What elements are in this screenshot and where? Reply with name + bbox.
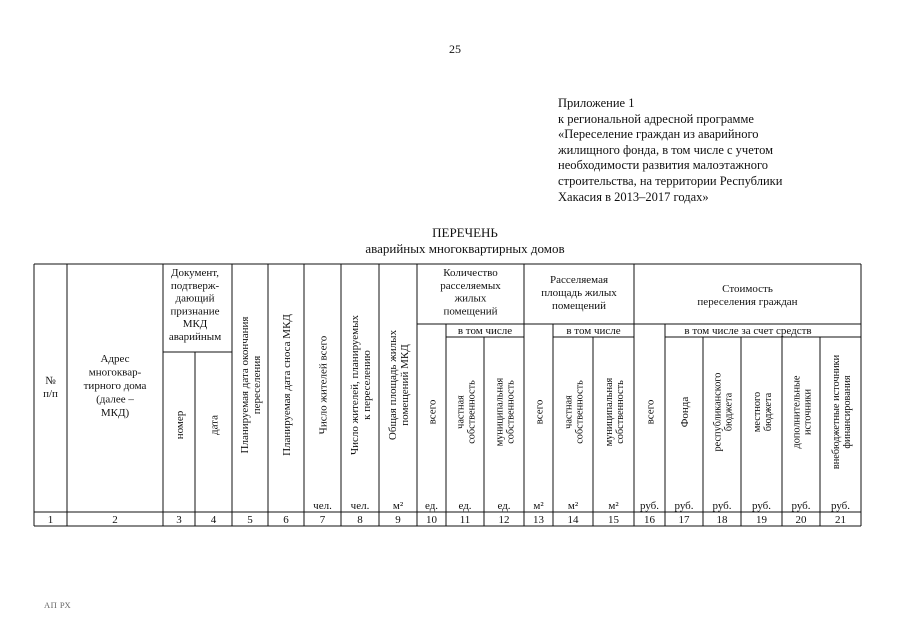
column-number: 15 <box>608 514 619 526</box>
appendix-line: к региональной адресной программе <box>558 111 754 126</box>
column-number: 14 <box>567 514 579 526</box>
total-area-header: помещений МКД <box>399 344 411 426</box>
column-number: 18 <box>716 514 728 526</box>
rooms-total-header: всего <box>426 399 439 425</box>
area-group-header: помещений <box>551 300 607 312</box>
column-number: 13 <box>533 514 544 526</box>
doc-number-header: номер <box>174 410 186 440</box>
unit-label: м² <box>608 500 619 512</box>
rooms-group-header: жилых <box>454 292 487 305</box>
cost-extra-budget-header: финансирования <box>842 375 853 449</box>
rooms-group-header: помещений <box>443 305 498 318</box>
cost-republic-header: республиканского <box>712 372 724 452</box>
planned-resettlement-header: Планируемая дата окончания <box>239 316 251 454</box>
area-group-header: площадь жилых <box>541 287 617 299</box>
appendix-line: Хакасия в 2013–2017 годах» <box>558 189 709 204</box>
rooms-municipal-header: собственность <box>505 380 517 444</box>
col-address-header: многоквар- <box>88 366 142 379</box>
title-subtitle: аварийных многоквартирных домов <box>365 241 565 256</box>
residents-planned-header: Число жителей, планируемых <box>349 314 361 456</box>
rooms-municipal-header: муниципальная <box>494 377 506 447</box>
col-address-header: МКД) <box>100 407 130 419</box>
cost-local-header: бюджета <box>763 392 774 432</box>
cost-fund-header: Фонда <box>679 396 691 428</box>
col-address-header: тирного дома <box>83 380 147 392</box>
column-number: 6 <box>283 514 289 526</box>
residents-total-header: Число жителей всего <box>317 335 330 435</box>
column-number: 21 <box>835 514 846 526</box>
planned-resettlement-header: переселения <box>251 355 263 415</box>
column-number: 10 <box>426 514 437 526</box>
appendix-line: жилищного фонда, в том числе с учетом <box>558 142 773 157</box>
column-number: 1 <box>47 514 54 526</box>
area-municipal-header: муниципальная <box>604 377 615 447</box>
title-main: ПЕРЕЧЕНЬ <box>432 225 498 240</box>
doc-date-header: дата <box>208 414 221 436</box>
cost-local-header: местного <box>752 391 763 433</box>
column-number: 16 <box>644 514 655 526</box>
column-number: 3 <box>176 514 182 526</box>
unit-label: ед. <box>497 500 511 512</box>
cost-group-header: переселения граждан <box>697 296 798 308</box>
column-number: 12 <box>498 514 510 526</box>
appendix-line: Приложение 1 <box>558 96 635 110</box>
unit-label: м² <box>392 500 404 512</box>
rooms-private-header: частная <box>455 395 467 429</box>
column-number: 7 <box>319 514 326 526</box>
col-number-header: № <box>45 375 56 387</box>
doc-group-header: МКД <box>182 318 208 331</box>
residents-planned-header: к переселению <box>361 350 373 420</box>
column-number: 8 <box>357 514 363 526</box>
column-number: 5 <box>247 514 253 526</box>
column-number: 4 <box>210 514 217 526</box>
unit-label: руб. <box>751 500 772 512</box>
col-address-header: (далее – <box>96 393 134 406</box>
area-total-header: всего <box>533 399 546 425</box>
column-number: 19 <box>756 514 767 526</box>
area-municipal-header: собственность <box>615 380 626 444</box>
table-text <box>43 267 853 526</box>
including-sources-label: в том числе за счет средств <box>684 325 812 337</box>
column-number: 20 <box>795 514 807 526</box>
col-number-header: п/п <box>43 388 58 400</box>
column-number: 17 <box>678 514 690 526</box>
column-number: 11 <box>459 514 471 526</box>
appendix-line: необходимости развития малоэтажного <box>558 158 769 173</box>
cost-republic-header: бюджета <box>723 392 735 432</box>
unit-label: м² <box>567 500 579 512</box>
unit-label: руб. <box>791 500 811 512</box>
unit-label: руб. <box>674 500 694 512</box>
unit-label: ед. <box>424 500 439 512</box>
doc-group-header: аварийным <box>168 331 222 343</box>
unit-label: руб. <box>830 500 851 512</box>
doc-group-header: дающий <box>175 292 215 305</box>
including-label: в том числе <box>566 325 621 337</box>
rooms-group-header: Количество <box>443 267 498 279</box>
page-number: 25 <box>449 42 461 56</box>
unit-label: руб. <box>712 500 732 512</box>
unit-label: руб. <box>639 500 660 512</box>
appendix-line: строительства, на территории Республики <box>558 173 783 188</box>
doc-group-header: признание <box>170 305 220 318</box>
doc-group-header: Документ, <box>170 267 220 279</box>
footer-stamp: АП РХ <box>44 600 72 610</box>
cost-additional-header: дополнительные <box>791 375 803 449</box>
col-address-header: Адрес <box>100 353 130 365</box>
doc-group-header: подтверж- <box>170 279 220 292</box>
area-group-header: Расселяемая <box>549 274 609 286</box>
unit-label: чел. <box>313 500 332 512</box>
area-private-header: частная <box>563 395 575 429</box>
cost-group-header: Стоимость <box>722 283 773 295</box>
appendix-line: «Переселение граждан из аварийного <box>558 127 759 142</box>
cost-extra-budget-header: внебюджетные источники <box>831 354 842 470</box>
column-number: 9 <box>395 514 401 526</box>
including-label: в том числе <box>457 325 513 337</box>
total-area-header: Общая площадь жилых <box>387 329 399 441</box>
unit-label: м² <box>533 500 544 512</box>
rooms-private-header: собственность <box>466 380 478 444</box>
unit-label: чел. <box>350 500 370 512</box>
column-number: 2 <box>112 514 118 526</box>
cost-total-header: всего <box>644 399 657 425</box>
rooms-group-header: расселяемых <box>440 279 501 292</box>
cost-additional-header: источники <box>802 388 814 436</box>
area-private-header: собственность <box>574 380 586 444</box>
unit-label: ед. <box>458 500 472 512</box>
planned-demolition-header: Планируемая дата сноса МКД <box>281 314 293 456</box>
